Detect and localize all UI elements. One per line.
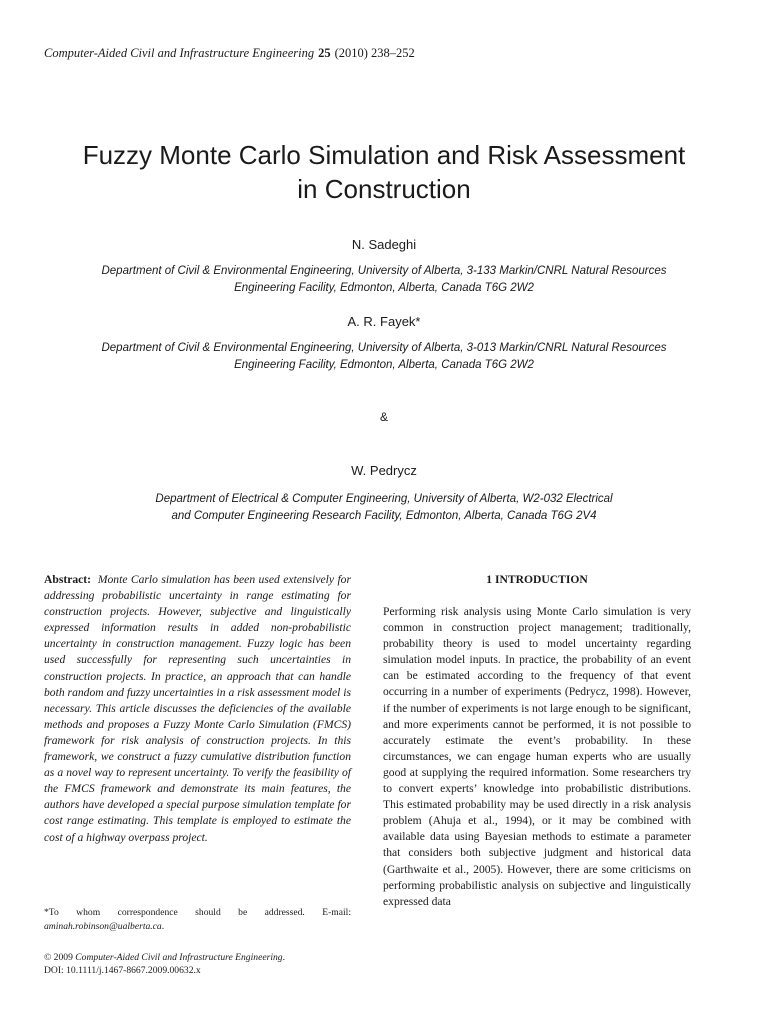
copyright-prefix: © 2009 (44, 952, 76, 963)
paper-title-line-2: in Construction (297, 174, 471, 204)
affiliation-line: Department of Civil & Environmental Engineering, University of Alberta, 3-013 Markin/CNRL Natural Resources (101, 342, 667, 354)
author-name-1: N. Sadeghi (351, 237, 417, 252)
journal-volume: 25 (318, 46, 331, 60)
author-affiliation-2 (0, 340, 768, 374)
author-name-3: W. Pedrycz (351, 463, 417, 478)
copyright-line (44, 951, 364, 964)
paper-title-line-1: Fuzzy Monte Carlo Simulation and Risk Assessment (82, 140, 686, 170)
footnote-text: *To whom correspondence should be addressed. E-mail: (44, 907, 351, 918)
paper-title (0, 138, 768, 206)
affiliation-line: Department of Civil & Environmental Engineering, University of Alberta, 3-133 Markin/CNRL Natural Resources (101, 265, 667, 277)
introduction-text: Performing risk analysis using Monte Carlo simulation is very common in construction project management; traditionally, probability theory is used to model uncertainty regarding simulation model inputs. In practice, the probability of an event can be estimated according to the frequency of that event occurring in a number of experiments (Pedrycz, 1998). However, if the number of experiments is not large enough to be significant, and more experiments cannot be performed, it is not possible to accurately estimate the event’s probability. In these circumstances, we can engage human experts who are usually good at supplying the required information. Some researchers try to convert experts’ knowledge into probabilistic distributions. This estimated probability may be used directly in a risk analysis problem (Ahuja et al., 1994), or it may be combined with available data using Bayesian methods to estimate a parameter that considers both subjective judgment and historical data (Garthwaite et al., 2005). However, there are some criticisms on performing probabilistic analysis on subjective and linguistically expressed data (383, 605, 691, 908)
affiliation-line: Engineering Facility, Edmonton, Alberta, Canada T6G 2W2 (234, 359, 534, 371)
footnote-email: aminah.robinson@ualberta.ca (44, 921, 162, 932)
author-separator: & (379, 410, 388, 424)
section-heading-introduction: 1 INTRODUCTION (486, 573, 588, 586)
abstract-text: Monte Carlo simulation has been used extensively for addressing probabilistic uncertainty in range estimating for construction projects. However, subjective and linguistically expressed information results in added non-probabilistic uncertainty in construction management. Fuzzy logic has been used successfully for representing such uncertainties in construction projects. In practice, an approach that can handle both random and fuzzy uncertainties in a risk assessment model is necessary. This article discusses the deficiencies of the available methods and proposes a Fuzzy Monte Carlo Simulation (FMCS) framework for risk analysis of construction projects. In this framework, we construct a fuzzy cumulative distribution function as a novel way to represent uncertainty. To verify the feasibility of the FMCS framework and demonstrate its main features, the authors have developed a special purpose simulation template for cost range estimating. This template is employed to estimate the cost of a highway overpass project. (44, 573, 351, 844)
author-affiliation-3 (0, 491, 768, 525)
affiliation-line: and Computer Engineering Research Facility, Edmonton, Alberta, Canada T6G 2V4 (171, 510, 597, 522)
affiliation-line: Department of Electrical & Computer Engineering, University of Alberta, W2-032 Electrical (155, 493, 613, 505)
correspondence-footnote (44, 906, 351, 934)
copyright-suffix: . (282, 952, 285, 963)
author-affiliation-1 (0, 263, 768, 297)
affiliation-line: Engineering Facility, Edmonton, Alberta, Canada T6G 2W2 (234, 282, 534, 294)
doi: DOI: 10.1111/j.1467-8667.2009.00632.x (44, 965, 201, 976)
author-name-2: A. R. Fayek* (347, 314, 421, 329)
journal-header (44, 46, 415, 61)
copyright-journal: Computer-Aided Civil and Infrastructure Engineering (75, 952, 283, 963)
copyright-block (44, 951, 364, 977)
abstract-label: Abstract: (44, 573, 92, 586)
journal-name: Computer-Aided Civil and Infrastructure Engineering (44, 46, 315, 60)
journal-year-pages: (2010) 238–252 (334, 46, 415, 60)
footnote-end: . (161, 921, 165, 932)
abstract (44, 572, 351, 846)
